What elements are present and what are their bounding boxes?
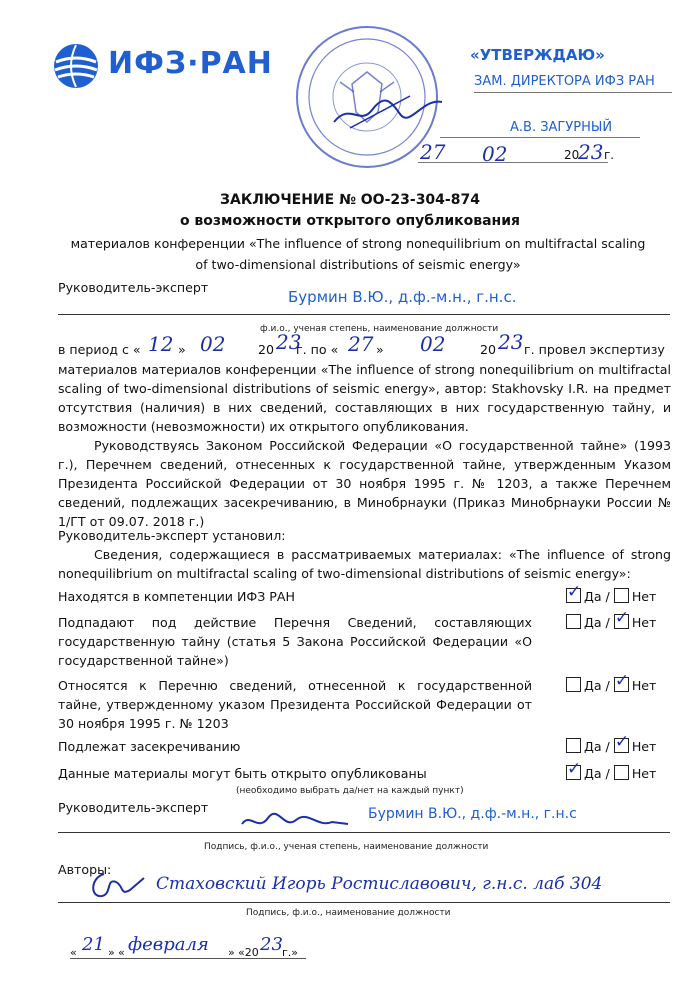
approve-day: 27 bbox=[420, 140, 446, 164]
period-prefix: в период с « bbox=[58, 342, 141, 357]
expert-line bbox=[58, 314, 670, 315]
footer-q3: « bbox=[118, 946, 125, 959]
check-item-4-options: Да / ✓ Нет bbox=[566, 737, 656, 756]
approve-year-end: г. bbox=[604, 148, 615, 162]
body-paragraph-2: Руководствуясь Законом Российской Федерации «О государственной тайне» (1993 г.), Перечнем сведений, отнесенных к государственной тайне, утвержденным Указом Президента Российской Федерации от 30 ноября 1995 г. № 1203, а также Перечнем сведений, подлежащих засекречиванию, в Минобрнауки (Приказ Минобрнауки России № 1/ГТ от 09.07. 2018 г.) bbox=[58, 438, 671, 529]
doc-subtitle: о возможности открытого опубликования bbox=[179, 213, 521, 229]
footer-date bbox=[70, 934, 330, 964]
period-to-day: 27 bbox=[348, 332, 374, 356]
period-from-year: 23 bbox=[276, 330, 302, 354]
check-item-3-no[interactable]: ✓ bbox=[614, 671, 630, 691]
body-paragraph-4: Сведения, содержащиеся в рассматриваемых материалах: «The influence of strong nonequilibrium on multifractal scaling of two-dimensional distributions of seismic energy»: bbox=[58, 547, 671, 581]
period-suffix: г. провел экспертизу bbox=[524, 342, 665, 357]
period-to-year: 23 bbox=[498, 330, 524, 354]
sign-expert-line bbox=[58, 832, 670, 833]
check-item-2-text: Подпадают под действие Перечня Сведений, составляющих государственную тайну (статья 5 Закона Российской Федерации «О государственной тайне») bbox=[58, 615, 532, 668]
period-line bbox=[58, 330, 678, 360]
footer-q1: « bbox=[70, 946, 77, 959]
check-item-5-options: ✓ Да / Нет bbox=[567, 759, 657, 781]
globe-icon bbox=[52, 42, 100, 90]
org-logo bbox=[52, 42, 100, 90]
period-yr1: 20 bbox=[258, 342, 275, 357]
footer-q2: » bbox=[108, 946, 115, 959]
director-signature bbox=[330, 92, 450, 132]
doc-materials-line1: материалов конференции «The influence of strong nonequilibrium on multifractal scaling bbox=[70, 236, 646, 251]
check-item-4-no[interactable]: ✓ bbox=[614, 732, 630, 752]
approver-position: ЗАМ. ДИРЕКТОРА ИФЗ РАН bbox=[474, 74, 655, 89]
authors-value: Стаховский Игорь Ростиславович, г.н.с. лаб 304 bbox=[156, 874, 603, 894]
check-item-3-options: Да / ✓ Нет bbox=[566, 676, 656, 695]
authors-line bbox=[58, 902, 670, 903]
sign-expert-label: Руководитель-эксперт bbox=[58, 800, 209, 815]
doc-title: ЗАКЛЮЧЕНИЕ № ОО-23-304-874 bbox=[220, 192, 480, 208]
check-item-2-options: Да / ✓ Нет bbox=[566, 613, 656, 632]
check-item-4-yes[interactable] bbox=[566, 738, 581, 753]
period-mid1: » bbox=[178, 342, 186, 357]
check-note: (необходимо выбрать да/нет на каждый пункт) bbox=[236, 786, 464, 796]
check-item-5-text: Данные материалы могут быть открыто опубликованы bbox=[58, 766, 427, 781]
period-to: г. по « bbox=[296, 342, 339, 357]
approve-year-prefix: 20 bbox=[564, 148, 580, 162]
approve-month: 02 bbox=[482, 142, 508, 166]
check-item-1-yes[interactable]: ✓ bbox=[567, 582, 582, 602]
approve-year: 23 bbox=[578, 140, 604, 164]
check-item-1-no[interactable] bbox=[614, 588, 629, 603]
period-mid2: » bbox=[376, 342, 384, 357]
org-name: ИФЗ·РАН bbox=[108, 46, 273, 81]
expert-label: Руководитель-эксперт bbox=[58, 280, 209, 295]
check-item-1-text: Находятся в компетенции ИФЗ РАН bbox=[58, 589, 295, 604]
check-item-2-yes[interactable] bbox=[566, 614, 581, 629]
footer-day: 21 bbox=[82, 934, 105, 955]
footer-yr: «20 bbox=[238, 946, 259, 959]
body-paragraph-3: Руководитель-эксперт установил: bbox=[58, 528, 286, 543]
expert-value: Бурмин В.Ю., д.ф.-м.н., г.н.с. bbox=[288, 288, 517, 306]
author-signature bbox=[86, 868, 148, 904]
footer-date-line bbox=[70, 958, 306, 959]
approve-date-line bbox=[418, 162, 608, 163]
check-item-5-no[interactable] bbox=[614, 765, 629, 780]
authors-label: Авторы: bbox=[58, 862, 112, 877]
check-item-3-yes[interactable] bbox=[566, 677, 581, 692]
footer-year: 23 bbox=[260, 934, 283, 955]
approve-label: «УТВЕРЖДАЮ» bbox=[470, 46, 605, 64]
period-to-month: 02 bbox=[420, 332, 446, 356]
check-item-5-yes[interactable]: ✓ bbox=[567, 759, 582, 779]
footer-end: г.» bbox=[282, 946, 299, 959]
period-from-month: 02 bbox=[200, 332, 226, 356]
sign-expert-value: Бурмин В.Ю., д.ф.-м.н., г.н.с bbox=[368, 806, 577, 822]
approver-name: А.В. ЗАГУРНЫЙ bbox=[510, 120, 613, 135]
body-paragraph-1: материалов материалов конференции «The influence of strong nonequilibrium on multifractal scaling of two-dimensional distributions of seismic energy», автор: Stakhovsky I.R. на предмет отсутствия (наличия) в них сведений, составляющих в них государственную тайну, и возможности (невозможности) их открытого опубликования. bbox=[58, 362, 671, 434]
check-item-3-text: Относятся к Перечню сведений, отнесенной к государственной тайне, утвержденному указом Президента Российской Федерации от 30 ноября 1995 г. № 1203 bbox=[58, 678, 532, 731]
check-item-1-options: ✓ Да / Нет bbox=[567, 582, 657, 604]
sign-expert-caption: Подпись, ф.и.о., ученая степень, наименование должности bbox=[204, 842, 489, 852]
check-item-4-text: Подлежат засекречиванию bbox=[58, 739, 241, 754]
check-item-2-no[interactable]: ✓ bbox=[614, 608, 630, 628]
period-yr2: 20 bbox=[480, 342, 497, 357]
footer-month: февраля bbox=[128, 934, 209, 955]
approver-name-line bbox=[440, 137, 640, 138]
footer-q4: » bbox=[228, 946, 235, 959]
doc-materials-line2: of two-dimensional distributions of seismic energy» bbox=[195, 257, 521, 272]
approver-position-line bbox=[474, 92, 672, 93]
authors-caption: Подпись, ф.и.о., наименование должности bbox=[246, 908, 451, 918]
period-from-day: 12 bbox=[148, 332, 174, 356]
expert-caption: ф.и.о., ученая степень, наименование должности bbox=[260, 324, 499, 334]
